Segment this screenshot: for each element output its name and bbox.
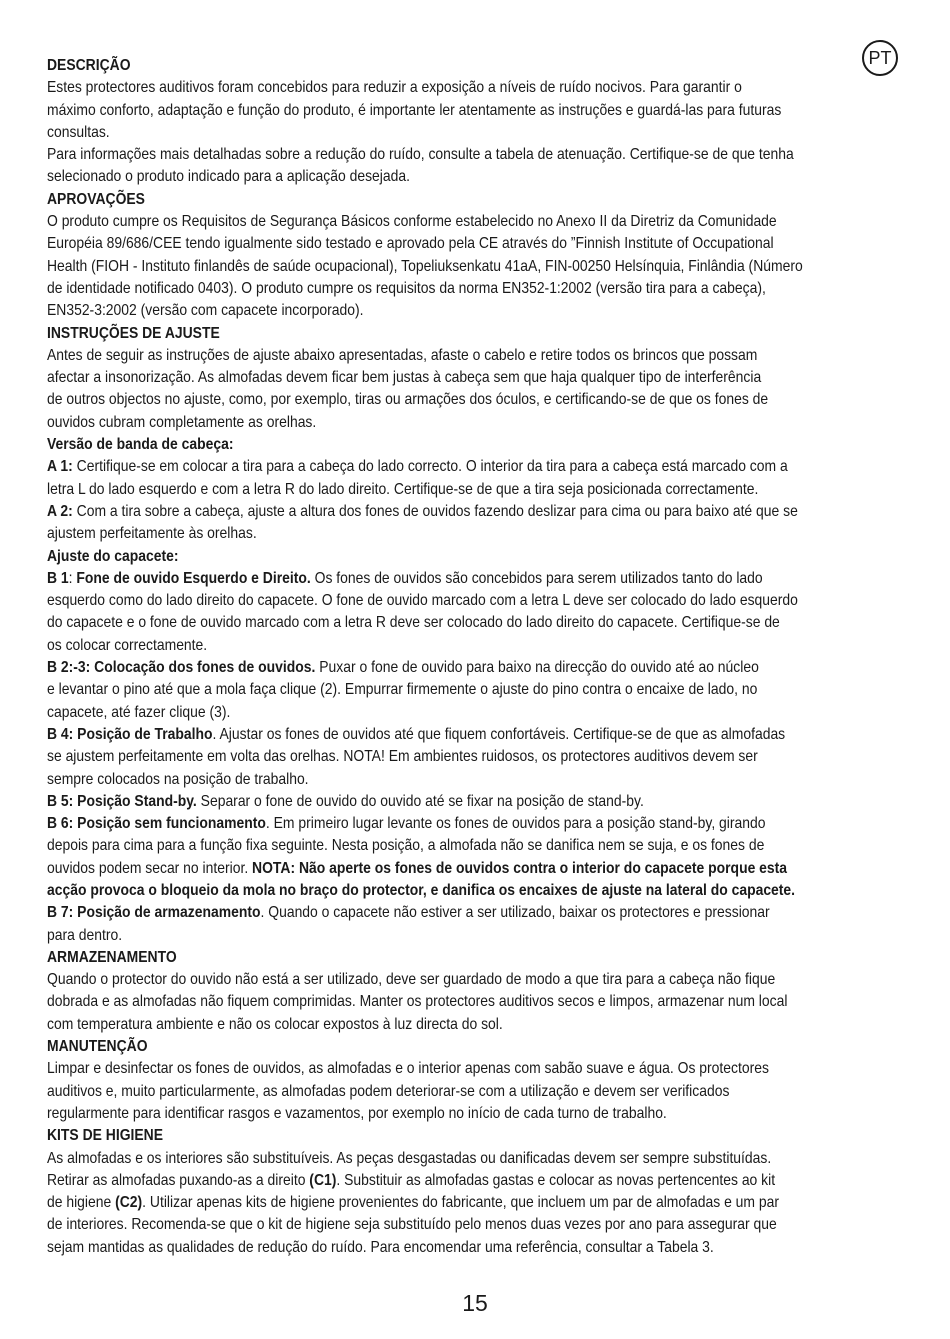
text: Retirar as almofadas puxando-as a direito <box>47 1171 310 1189</box>
language-badge: PT <box>862 40 898 76</box>
text-line <box>47 367 803 389</box>
section-heading <box>47 323 803 345</box>
text: sempre colocados na posição de trabalho. <box>47 770 309 788</box>
text: letra L do lado esquerdo e com a letra R do lado direito. Certifique-se de que a tira seja posicionada correctamente. <box>47 480 759 498</box>
bold-text: B 4: Posição de Trabalho <box>47 725 213 743</box>
text-line <box>47 211 803 233</box>
bold-text: B 2:-3: Colocação dos fones de ouvidos. <box>47 659 316 677</box>
text-line <box>47 166 803 188</box>
text: Européia 89/686/CEE tendo igualmente sido testado e aprovado pela CE através do ”Finnish Institute of Occupational <box>47 235 774 253</box>
page-number: 15 <box>462 1290 488 1316</box>
bold-text: KITS DE HIGIENE <box>47 1127 164 1145</box>
bold-text: (C1) <box>309 1171 337 1189</box>
text: esquerdo como do lado direito do capacete. O fone de ouvido marcado com a letra L deve ser colocado do lado esquerdo <box>47 592 798 610</box>
section-heading <box>47 1125 803 1147</box>
text: . Em primeiro lugar levante os fones de ouvidos para a posição stand-by, girando <box>265 815 766 833</box>
section-heading <box>47 1036 803 1058</box>
text: Antes de seguir as instruções de ajuste abaixo apresentadas, afaste o cabelo e retire todos os brincos que possam <box>47 346 758 364</box>
text: Para informações mais detalhadas sobre a redução do ruído, consulte a tabela de atenuação. Certifique-se de que tenha <box>47 146 794 164</box>
text-line <box>47 479 803 501</box>
bold-text: Versão de banda de cabeça: <box>47 436 234 454</box>
text: Separar o fone de ouvido do ouvido até se fixar na posição de stand-by. <box>196 792 644 810</box>
text-line <box>47 991 803 1013</box>
text: . Utilizar apenas kits de higiene provenientes do fabricante, que incluem um par de almofadas e um par <box>142 1194 779 1212</box>
text-line <box>47 679 803 701</box>
bold-text: NOTA: Não aperte os fones de ouvidos contra o interior do capacete porque esta <box>252 859 788 877</box>
bold-text: DESCRIÇÃO <box>47 57 131 74</box>
bold-text: acção provoca o bloqueio da mola no braço do protector, e danifica os encaixes de ajuste na lateral do capacete. <box>47 881 796 899</box>
section-heading <box>47 434 803 456</box>
text-line <box>47 1014 803 1036</box>
text-line <box>47 100 803 122</box>
text: . Substituir as almofadas gastas e colocar as novas pertencentes ao kit <box>336 1171 776 1189</box>
text-line <box>47 278 803 300</box>
bold-text: (C2) <box>115 1194 143 1212</box>
section-heading <box>47 189 803 211</box>
text-line <box>47 635 803 657</box>
text: Puxar o fone de ouvido para baixo na direcção do ouvido até ao núcleo <box>315 659 759 677</box>
text-line <box>47 456 803 478</box>
text-line <box>47 902 803 924</box>
text: e levantar o pino até que a mola faça clique (2). Empurrar firmemente o ajuste do pino contra o encaixe de lado, no <box>47 681 758 699</box>
text: máximo conforto, adaptação e função do produto, é importante ler atentamente as instruções e guardá-las para futuras <box>47 101 782 119</box>
text: de higiene <box>47 1194 116 1212</box>
text: os colocar correctamente. <box>47 636 208 654</box>
bold-text: A 1: <box>47 458 73 476</box>
text-line <box>47 1237 803 1259</box>
text-line <box>47 1103 803 1125</box>
bold-text: APROVAÇÕES <box>47 190 145 208</box>
text: EN352-3:2002 (versão com capacete incorporado). <box>47 302 364 320</box>
bold-text: B 1 <box>47 569 69 587</box>
text: auditivos e, muito particularmente, as almofadas podem deteriorar-se com a utilização e devem ser verificados <box>47 1082 730 1100</box>
bold-text: B 6: Posição sem funcionamento <box>47 815 266 833</box>
text: Quando o protector do ouvido não está a ser utilizado, deve ser guardado de modo a que tira para a cabeça não fique <box>47 971 776 989</box>
text: Com a tira sobre a cabeça, ajuste a altura dos fones de ouvidos fazendo deslizar para cima ou para baixo até que se <box>72 502 798 520</box>
text: se ajustem perfeitamente em volta das orelhas. NOTA! Em ambientes ruidosos, os protectores auditivos devem ser <box>47 748 758 766</box>
text: ouvidos cubram completamente as orelhas. <box>47 413 317 431</box>
text-line <box>47 612 803 634</box>
text-line <box>47 1214 803 1236</box>
text-line <box>47 1170 803 1192</box>
text-line <box>47 77 803 99</box>
text-line <box>47 702 803 724</box>
text-line <box>47 858 803 880</box>
text-line <box>47 657 803 679</box>
bold-text: ARMAZENAMENTO <box>47 948 177 966</box>
text: As almofadas e os interiores são substituíveis. As peças desgastadas ou danificadas devem ser sempre substituídas. <box>47 1149 772 1167</box>
text: do capacete e o fone de ouvido marcado com a letra R deve ser colocado do lado direito do capacete. Certifique-se de <box>47 614 780 632</box>
text: Limpar e desinfectar os fones de ouvidos, as almofadas e o interior apenas com sabão suave e água. Os protectores <box>47 1060 769 1078</box>
bold-text: INSTRUÇÕES DE AJUSTE <box>47 324 220 342</box>
text: dobrada e as almofadas não fiquem comprimidas. Manter os protectores auditivos secos e limpos, armazenar num local <box>47 993 788 1011</box>
text: de identidade notificado 0403). O produto cumpre os requisitos da norma EN352-1:2002 (versão tira para a cabeça), <box>47 279 766 297</box>
text-line <box>47 300 803 322</box>
text: depois para cima para a função fixa seguinte. Nesta posição, a almofada não se danifica nem se suja, e os fones de <box>47 837 765 855</box>
text-line <box>47 144 803 166</box>
text-line <box>47 590 803 612</box>
text: . Quando o capacete não estiver a ser utilizado, baixar os protectores e pressionar <box>260 904 770 922</box>
text: . Ajustar os fones de ouvidos até que fiquem confortáveis. Certifique-se de que as almofadas <box>212 725 786 743</box>
text-line <box>47 813 803 835</box>
section-heading <box>47 55 803 77</box>
text-line <box>47 256 803 278</box>
text-line <box>47 969 803 991</box>
text-line <box>47 1081 803 1103</box>
section-heading <box>47 546 803 568</box>
text-line <box>47 568 803 590</box>
text: ouvidos podem secar no interior. <box>47 859 253 877</box>
text: Health (FIOH - Instituto finlandês de saúde ocupacional), Topeliuksenkatu 41aA, FIN-00250 Helsínquia, Finlândia (Número <box>47 257 803 275</box>
text: regularmente para identificar rasgos e vazamentos, por exemplo no início de cada turno de trabalho. <box>47 1104 667 1122</box>
text-line <box>47 122 803 144</box>
section-heading <box>47 947 803 969</box>
text-line <box>47 925 803 947</box>
bold-text: B 5: Posição Stand-by. <box>47 792 197 810</box>
text: ajustem perfeitamente às orelhas. <box>47 525 257 543</box>
text-line <box>47 1058 803 1080</box>
text: de outros objectos no ajuste, como, por exemplo, tiras ou armações dos óculos, e certificando-se de que os fones de <box>47 391 769 409</box>
text: capacete, até fazer clique (3). <box>47 703 231 721</box>
text: Os fones de ouvidos são concebidos para serem utilizados tanto do lado <box>310 569 763 587</box>
text-line <box>47 412 803 434</box>
text-line <box>47 769 803 791</box>
text-line <box>47 501 803 523</box>
bold-text: A 2: <box>47 502 73 520</box>
document-body <box>47 55 916 1259</box>
text-line <box>47 791 803 813</box>
text-line <box>47 835 803 857</box>
text: afectar a insonorização. As almofadas devem ficar bem justas à cabeça sem que haja qualquer tipo de interferência <box>47 369 762 387</box>
text: : <box>68 569 77 587</box>
text: consultas. <box>47 123 110 141</box>
text-line <box>47 724 803 746</box>
bold-text: B 7: Posição de armazenamento <box>47 904 261 922</box>
text-line <box>47 523 803 545</box>
text: O produto cumpre os Requisitos de Segurança Básicos conforme estabelecido no Anexo II da Diretriz da Comunidade <box>47 213 777 231</box>
text-line <box>47 746 803 768</box>
text: sejam mantidas as qualidades de redução do ruído. Para encomendar uma referência, consultar a Tabela 3. <box>47 1238 714 1256</box>
text: de interiores. Recomenda-se que o kit de higiene seja substituído pelo menos duas vezes por ano para assegurar que <box>47 1216 777 1234</box>
text: para dentro. <box>47 926 123 944</box>
text-line <box>47 389 803 411</box>
section-heading <box>47 880 803 902</box>
text-line <box>47 233 803 255</box>
text: com temperatura ambiente e não os colocar expostos à luz directa do sol. <box>47 1015 503 1033</box>
bold-text: MANUTENÇÃO <box>47 1038 148 1056</box>
text: selecionado o produto indicado para a aplicação desejada. <box>47 168 410 186</box>
bold-text: Ajuste do capacete: <box>47 547 179 565</box>
text-line <box>47 1148 803 1170</box>
bold-text: Fone de ouvido Esquerdo e Direito. <box>76 569 311 587</box>
text-line <box>47 345 803 367</box>
text-line <box>47 1192 803 1214</box>
text: Certifique-se em colocar a tira para a cabeça do lado correcto. O interior da tira para a cabeça está marcado com a <box>72 458 788 476</box>
text: Estes protectores auditivos foram concebidos para reduzir a exposição a níveis de ruído nocivos. Para garantir o <box>47 79 742 97</box>
